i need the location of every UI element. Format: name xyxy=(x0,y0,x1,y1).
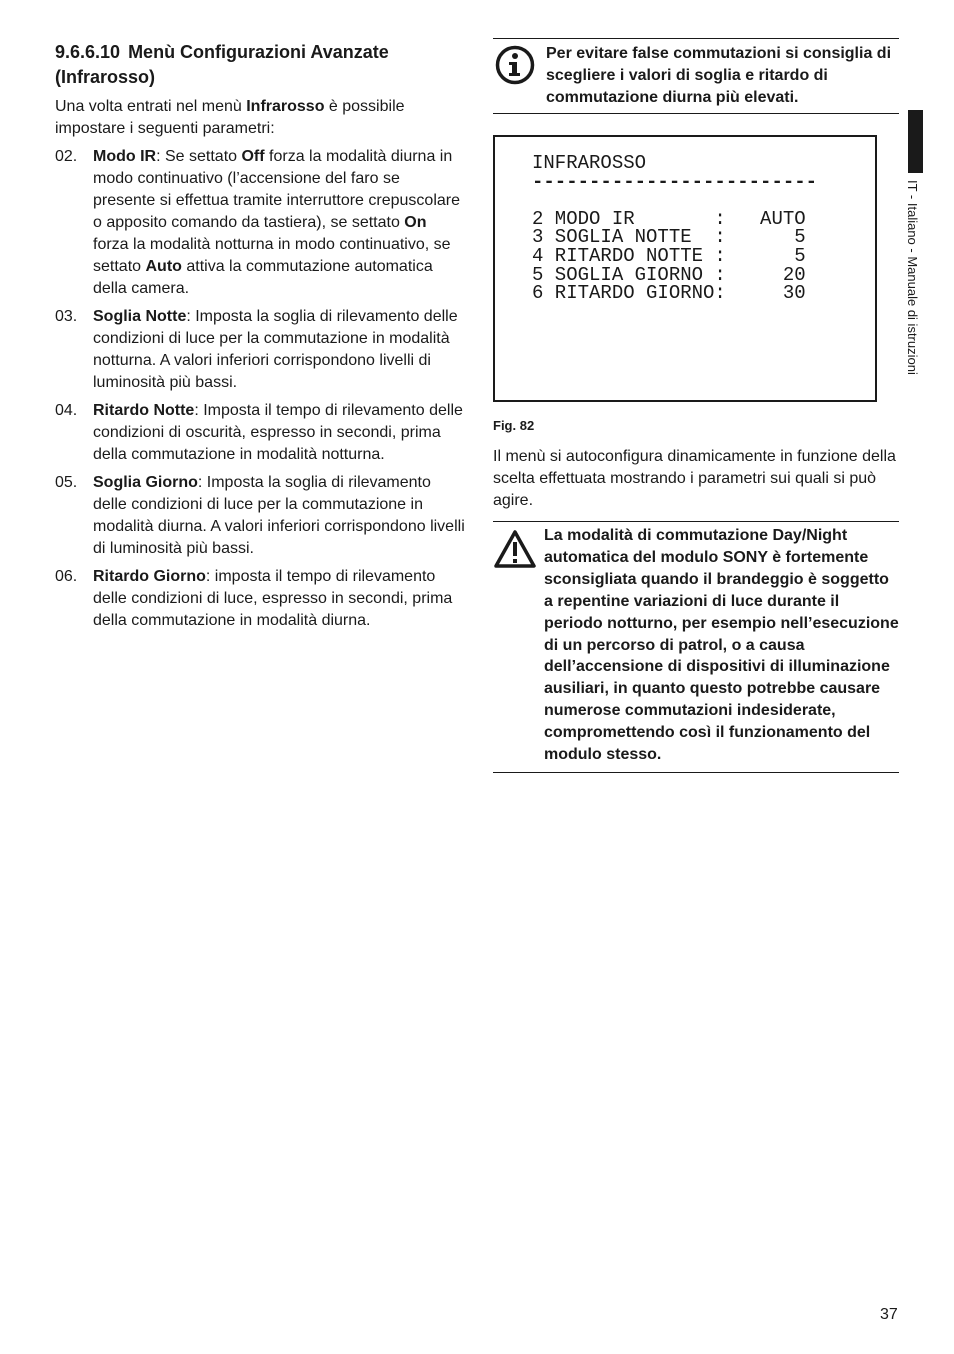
left-column xyxy=(55,40,465,638)
info-note-text: Per evitare false commutazioni si consiglia di scegliere i valori di soglia e ritardo di commutazione diurna più elevati. xyxy=(546,45,892,106)
item-body: Soglia Notte: Imposta la soglia di rilevamento delle condizioni di luce per la commutazione in modalità notturna. A valori inferiori corrispondono livelli di luminosità più bassi. xyxy=(93,308,458,391)
osd-title: INFRAROSSO xyxy=(532,152,647,174)
osd-row: 3 SOGLIA NOTTE : 5 xyxy=(532,226,806,249)
right-column xyxy=(493,38,899,773)
osd-spacer xyxy=(532,191,875,210)
list-item xyxy=(55,566,465,632)
list-item xyxy=(55,146,465,300)
info-note xyxy=(493,38,899,114)
item-body: Modo IR: Se settato Off forza la modalità diurna in modo continuativo (l’accensione del faro se presente si effettua tramite interruttore crepuscolare o apposito comando da tastiera), se settato On forza la modalità notturna in modo continuativo, se settato Auto attiva la commutazione automatica della camera. xyxy=(93,148,460,297)
list-item xyxy=(55,400,465,466)
sidebar-label: IT - Italiano - Manuale di istruzioni xyxy=(905,180,920,375)
language-tab-marker xyxy=(908,110,923,173)
section-heading xyxy=(55,40,465,90)
item-number: 06. xyxy=(55,568,78,585)
item-number: 05. xyxy=(55,474,78,491)
item-body: Soglia Giorno: Imposta la soglia di rilevamento delle condizioni di luce per la commutazione in modalità diurna. A valori inferiori corrispondono livelli di luminosità più bassi. xyxy=(93,474,465,557)
intro-paragraph: Una volta entrati nel menù Infrarosso è possibile impostare i seguenti parametri: xyxy=(55,98,405,137)
item-number: 02. xyxy=(55,148,78,165)
item-number: 04. xyxy=(55,402,78,419)
osd-divider: ------------------------- xyxy=(532,170,818,193)
body-paragraph: Il menù si autoconfigura dinamicamente in funzione della scelta effettuata mostrando i parametri sui quali si può agire. xyxy=(493,448,896,509)
osd-row: 2 MODO IR : AUTO xyxy=(532,207,806,230)
item-body: Ritardo Notte: Imposta il tempo di rilevamento delle condizioni di oscurità, espresso in secondi, prima della commutazione in modalità notturna. xyxy=(93,402,463,463)
section-title-line2: (Infrarosso) xyxy=(55,67,156,87)
warning-note-text: La modalità di commutazione Day/Night automatica del modulo SONY è fortemente sconsigliata quando il brandeggio è soggetto a repentine variazioni di luce durante il periodo notturno, per esempio nell’esecuzione di un percorso di patrol, o a causa dell’accensione di dispositivi di illuminazione ausiliari, in quanto questo potrebbe causare numerose commutazioni indesiderate, compromettendo così il funzionamento del modulo stesso. xyxy=(544,527,899,764)
item-number: 03. xyxy=(55,308,78,325)
list-item xyxy=(55,472,465,560)
warning-note xyxy=(493,521,899,773)
warning-icon xyxy=(493,525,544,766)
osd-row: 4 RITARDO NOTTE : 5 xyxy=(532,244,806,267)
item-body: Ritardo Giorno: imposta il tempo di rilevamento delle condizioni di luce, espresso in secondi, prima della commutazione in modalità diurna. xyxy=(93,568,453,629)
page-number: 37 xyxy=(880,1306,898,1323)
info-icon xyxy=(493,43,546,109)
section-number: 9.6.6.10 xyxy=(55,42,121,62)
figure-caption: Fig. 82 xyxy=(493,418,535,433)
list-item xyxy=(55,306,465,394)
osd-menu-screen xyxy=(493,135,877,402)
menu-name: Infrarosso xyxy=(246,98,325,115)
section-title-line1: Menù Configurazioni Avanzate xyxy=(128,42,389,62)
osd-row: 5 SOGLIA GIORNO : 20 xyxy=(532,263,806,286)
osd-row: 6 RITARDO GIORNO: 30 xyxy=(532,282,806,305)
